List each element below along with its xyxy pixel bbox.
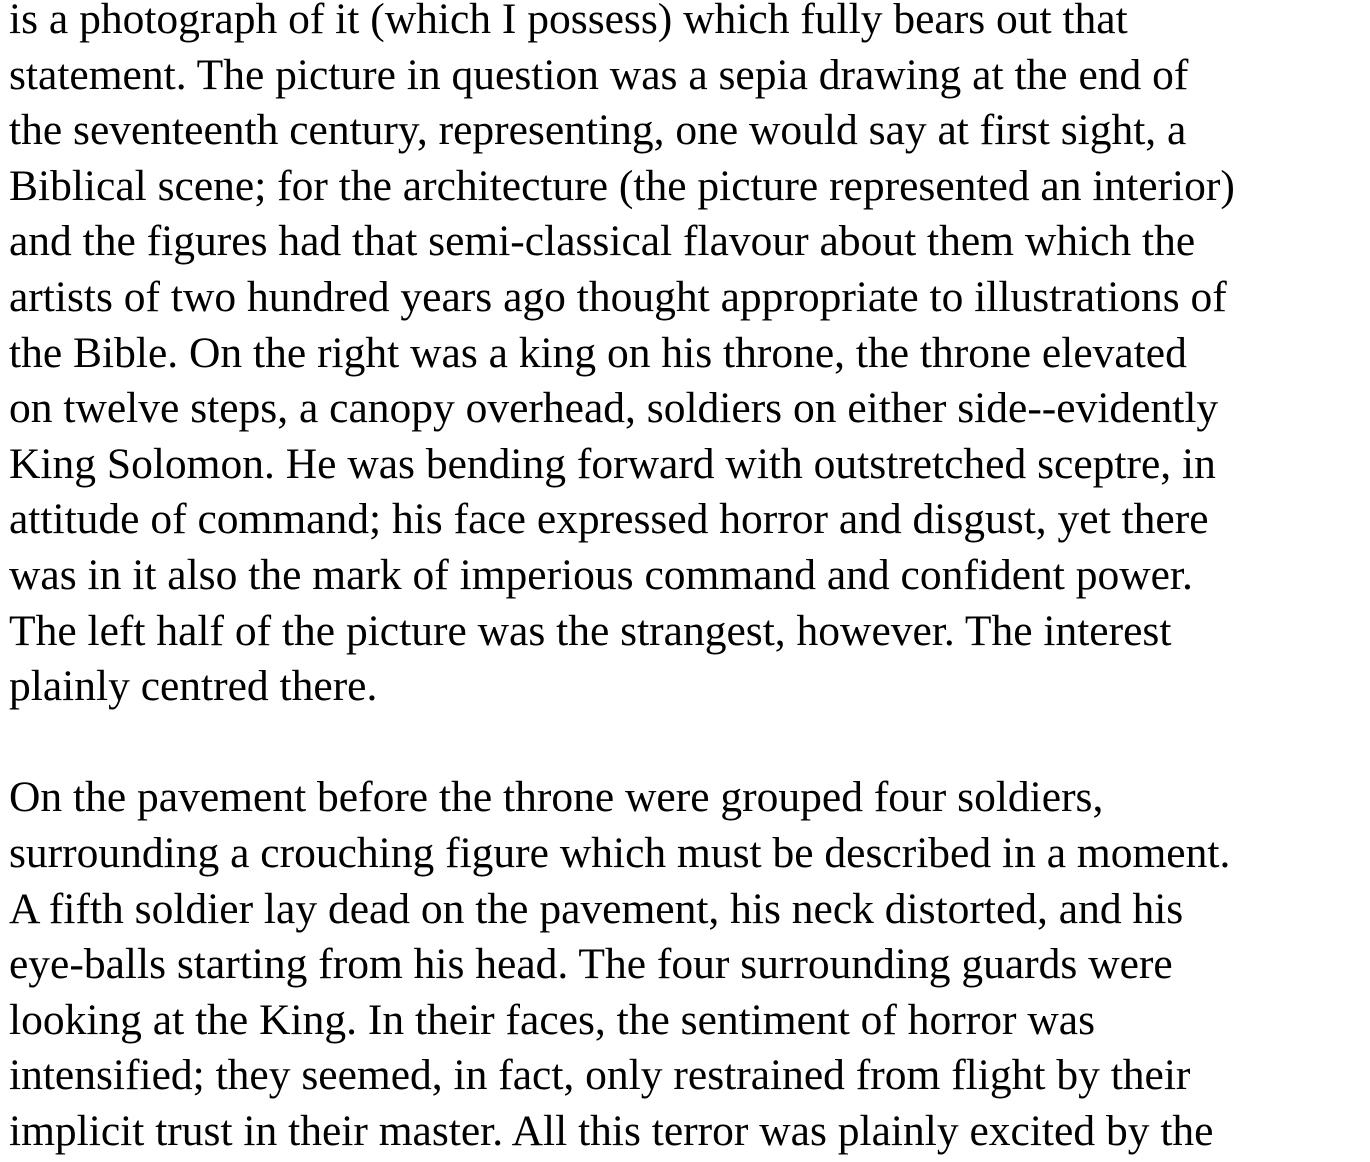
text-line: the Bible. On the right was a king on his throne, the throne elevated — [9, 328, 1187, 377]
text-line: A fifth soldier lay dead on the pavement, his neck distorted, and his — [9, 884, 1184, 933]
text-line: On the pavement before the throne were grouped four soldiers, — [9, 773, 1104, 822]
text-line: and the figures had that semi-classical flavour about them which the — [9, 217, 1196, 266]
text-line: implicit trust in their master. All this terror was plainly excited by the — [9, 1106, 1214, 1155]
text-line: the seventeenth century, representing, one would say at first sight, a — [9, 106, 1187, 155]
text-line: looking at the King. In their faces, the sentiment of horror was — [9, 995, 1095, 1044]
text-line: King Solomon. He was bending forward with outstretched sceptre, in — [9, 439, 1216, 488]
text-line: attitude of command; his face expressed horror and disgust, yet there — [9, 495, 1209, 544]
text-line: artists of two hundred years ago thought appropriate to illustrations of — [9, 272, 1227, 321]
text-line: was in it also the mark of imperious command and confident power. — [9, 550, 1193, 599]
paragraph — [9, 0, 1370, 715]
paragraph-gap — [9, 715, 1370, 771]
document-page — [9, 0, 1370, 1159]
text-line: Biblical scene; for the architecture (the picture represented an interior) — [9, 161, 1235, 210]
text-line: plainly centred there. — [9, 662, 378, 711]
text-line: eye-balls starting from his head. The four surrounding guards were — [9, 940, 1173, 989]
text-line: intensified; they seemed, in fact, only restrained from flight by their — [9, 1051, 1191, 1100]
paragraph — [9, 770, 1370, 1159]
text-line: is a photograph of it (which I possess) which fully bears out that — [9, 0, 1128, 43]
text-line: surrounding a crouching figure which must be described in a moment. — [9, 828, 1231, 877]
text-line: on twelve steps, a canopy overhead, soldiers on either side--evidently — [9, 384, 1219, 433]
text-line: statement. The picture in question was a sepia drawing at the end of — [9, 50, 1189, 99]
text-line: The left half of the picture was the strangest, however. The interest — [9, 606, 1172, 655]
